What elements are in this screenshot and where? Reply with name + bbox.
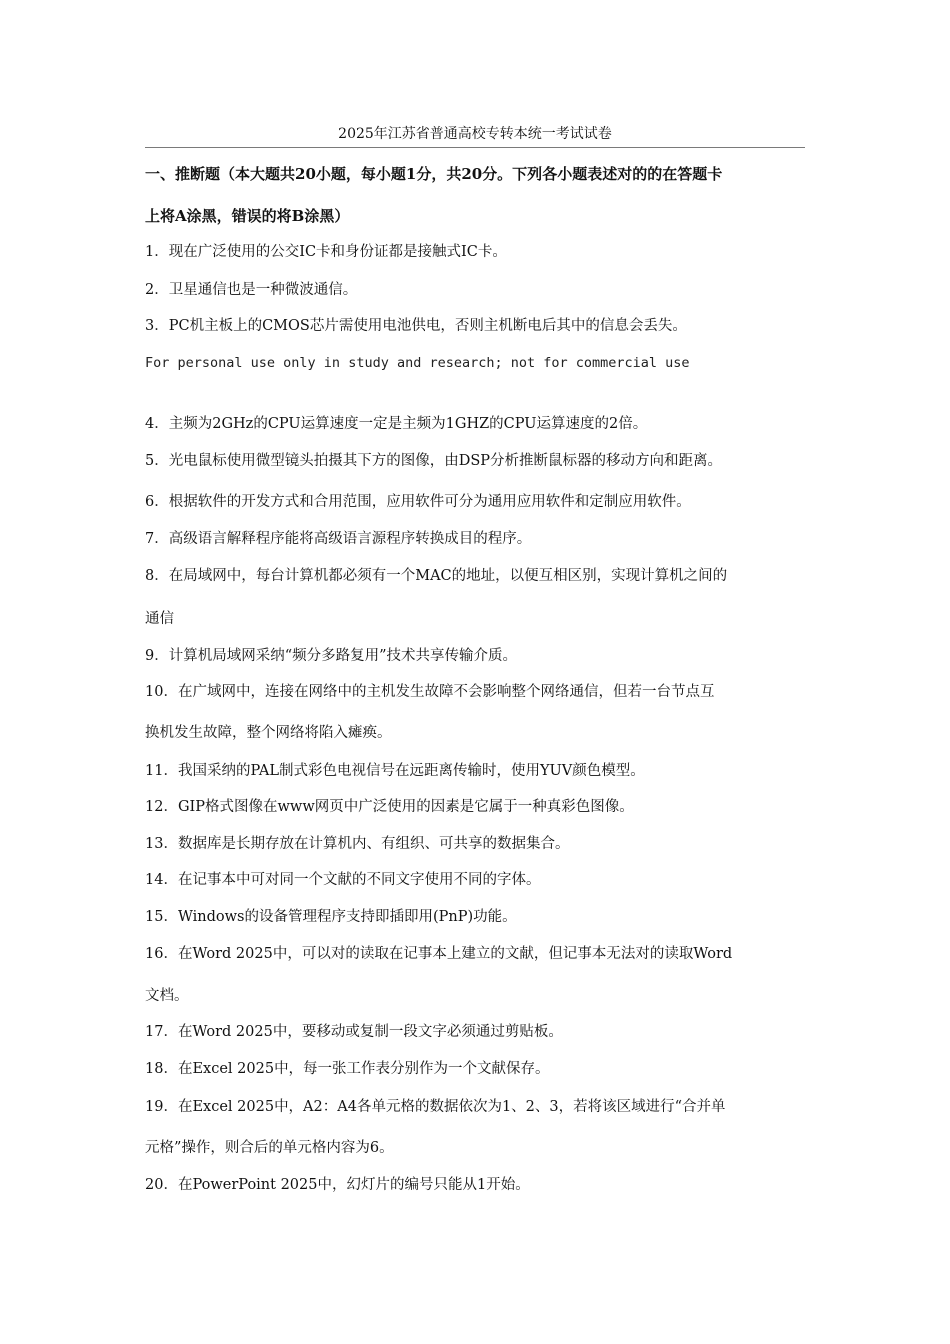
question-item-continuation: 元格”操作，则合后的单元格内容为6。 [145,1140,394,1156]
question-item: 1．现在广泛使用的公交IC卡和身份证都是接触式IC卡。 [145,244,507,260]
question-item: 11．我国采纳的PAL制式彩色电视信号在远距离传输时，使用YUV颜色模型。 [145,763,645,779]
question-item: 5．光电鼠标使用微型镜头拍摄其下方的图像，由DSP分析推断鼠标器的移动方向和距离。 [145,453,723,469]
question-item: 6．根据软件的开发方式和合用范围，应用软件可分为通用应用软件和定制应用软件。 [145,494,691,510]
question-item: 8．在局域网中，每台计算机都必须有一个MAC的地址，以便互相区别，实现计算机之间的 [145,568,728,584]
question-item-continuation: 换机发生故障，整个网络将陷入瘫痪。 [145,725,392,741]
question-item: 4．主频为2GHz的CPU运算速度一定是主频为1GHZ的CPU运算速度的2倍。 [145,416,648,432]
usage-notice: For personal use only in study and research; not for commercial use [145,355,690,371]
page-header-title: 2025年江苏省普通高校专转本统一考试试卷 [338,126,612,142]
question-item: 3．PC机主板上的CMOS芯片需使用电池供电，否则主机断电后其中的信息会丢失。 [145,318,687,334]
question-item: 2．卫星通信也是一种微波通信。 [145,282,358,298]
question-item: 17．在Word 2025中，要移动或复制一段文字必须通过剪贴板。 [145,1024,563,1040]
question-item: 18．在Excel 2025中，每一张工作表分别作为一个文献保存。 [145,1061,550,1077]
question-item: 19．在Excel 2025中，A2：A4各单元格的数据依次为1、2、3，若将该区域进行“合并单 [145,1099,726,1115]
section-heading-line2: 上将A涂黑，错误的将B涂黑） [145,207,350,225]
question-item: 13．数据库是长期存放在计算机内、有组织、可共享的数据集合。 [145,836,570,852]
question-item: 7．高级语言解释程序能将高级语言源程序转换成目的程序。 [145,531,532,547]
question-item: 10．在广域网中，连接在网络中的主机发生故障不会影响整个网络通信，但若一台节点互 [145,684,715,700]
question-item: 15．Windows的设备管理程序支持即插即用(PnP)功能。 [145,909,517,925]
header-divider [145,147,805,148]
question-item: 20．在PowerPoint 2025中，幻灯片的编号只能从1开始。 [145,1177,530,1193]
question-item-continuation: 通信 [145,611,174,627]
question-item: 12．GIP格式图像在www网页中广泛使用的因素是它属于一种真彩色图像。 [145,799,634,815]
question-item-continuation: 文档。 [145,988,189,1004]
question-item: 9．计算机局域网采纳“频分多路复用”技术共享传输介质。 [145,648,518,664]
question-item: 14．在记事本中可对同一个文献的不同文字使用不同的字体。 [145,872,541,888]
question-item: 16．在Word 2025中，可以对的读取在记事本上建立的文献，但记事本无法对的读取Word [145,946,733,962]
section-heading-line1: 一、推断题（本大题共20小题，每小题1分，共20分。下列各小题表述对的的在答题卡 [145,165,723,183]
